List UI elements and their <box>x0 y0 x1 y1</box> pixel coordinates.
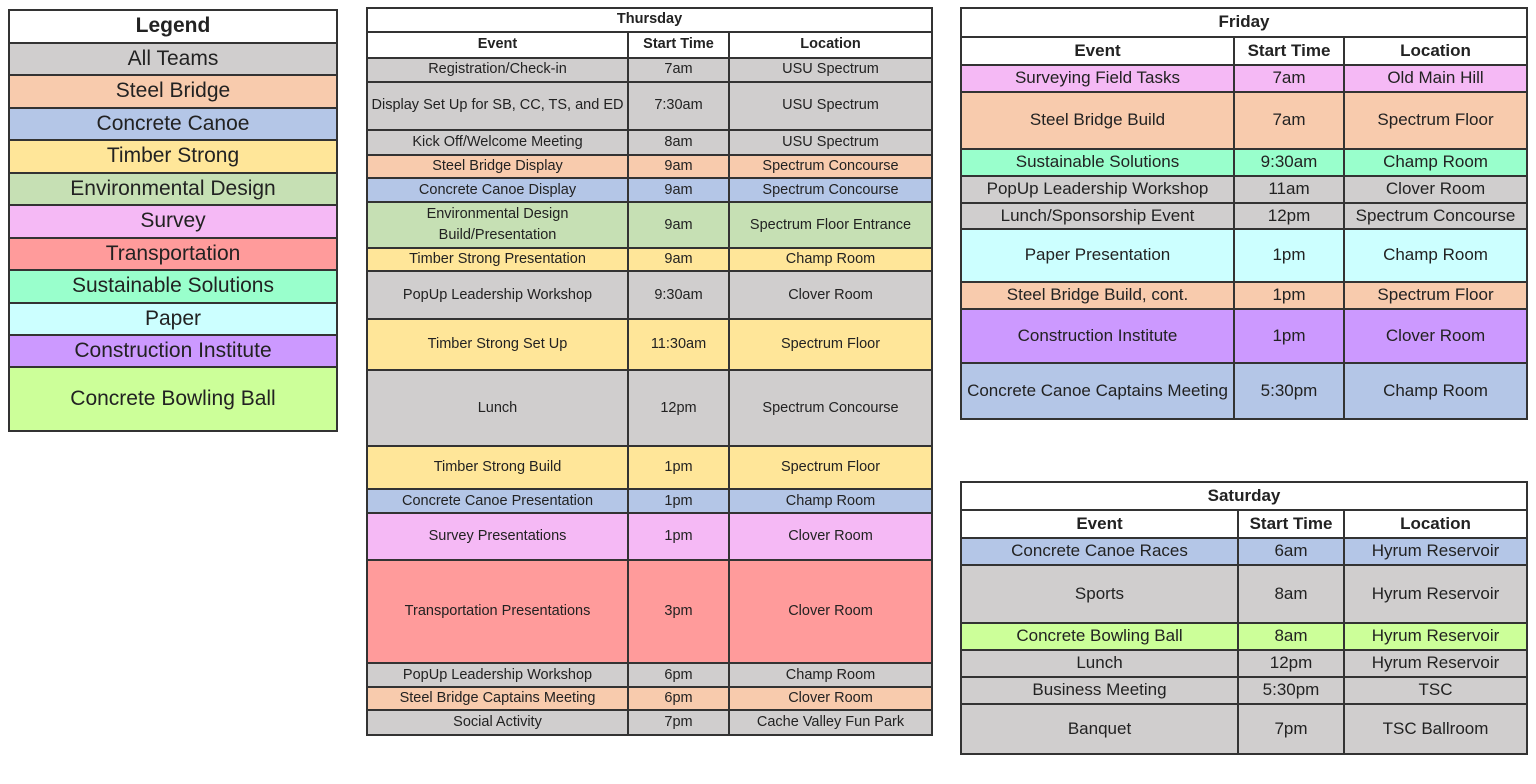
location-cell: Spectrum Concourse <box>1344 203 1527 230</box>
legend-item: Construction Institute <box>9 335 337 367</box>
thursday-schedule-table <box>366 7 933 736</box>
day-title: Friday <box>961 8 1527 37</box>
location-cell: USU Spectrum <box>729 130 932 155</box>
legend-item: Timber Strong <box>9 140 337 172</box>
schedule-row <box>367 513 932 560</box>
event-cell: Transportation Presentations <box>367 560 628 663</box>
start-time-cell: 1pm <box>628 513 729 560</box>
day-title: Saturday <box>961 482 1527 510</box>
start-time-cell: 1pm <box>628 489 729 513</box>
start-time-cell: 9:30am <box>1234 149 1344 176</box>
event-cell: PopUp Leadership Workshop <box>961 176 1234 203</box>
schedule-row <box>367 248 932 271</box>
event-cell: Environmental Design Build/Presentation <box>367 202 628 248</box>
legend-item: Transportation <box>9 238 337 270</box>
schedule-row <box>367 560 932 663</box>
event-cell: Lunch <box>961 650 1238 677</box>
location-cell: Hyrum Reservoir <box>1344 538 1527 565</box>
column-header-location: Location <box>729 32 932 58</box>
start-time-cell: 7am <box>1234 65 1344 92</box>
start-time-cell: 7am <box>628 58 729 82</box>
event-cell: Registration/Check-in <box>367 58 628 82</box>
legend-item: Steel Bridge <box>9 75 337 107</box>
event-cell: Concrete Canoe Display <box>367 178 628 202</box>
schedule-row <box>961 623 1527 650</box>
schedule-row <box>961 65 1527 92</box>
start-time-cell: 12pm <box>628 370 729 446</box>
start-time-cell: 3pm <box>628 560 729 663</box>
start-time-cell: 7am <box>1234 92 1344 149</box>
start-time-cell: 11:30am <box>628 319 729 370</box>
schedule-row <box>367 178 932 202</box>
event-cell: Steel Bridge Captains Meeting <box>367 687 628 710</box>
event-cell: Lunch <box>367 370 628 446</box>
location-cell: Spectrum Concourse <box>729 155 932 178</box>
column-header-location: Location <box>1344 510 1527 538</box>
location-cell: Cache Valley Fun Park <box>729 710 932 735</box>
legend-item: Sustainable Solutions <box>9 270 337 302</box>
location-cell: Spectrum Floor Entrance <box>729 202 932 248</box>
location-cell: TSC Ballroom <box>1344 704 1527 754</box>
column-header-event: Event <box>367 32 628 58</box>
event-cell: Steel Bridge Build <box>961 92 1234 149</box>
location-cell: Champ Room <box>1344 229 1527 282</box>
schedule-row <box>961 704 1527 754</box>
schedule-row <box>961 149 1527 176</box>
location-cell: Hyrum Reservoir <box>1344 650 1527 677</box>
legend-table <box>8 9 338 432</box>
schedule-row <box>367 489 932 513</box>
location-cell: Hyrum Reservoir <box>1344 565 1527 623</box>
location-cell: Spectrum Concourse <box>729 178 932 202</box>
start-time-cell: 12pm <box>1234 203 1344 230</box>
schedule-row <box>367 663 932 687</box>
event-cell: Sports <box>961 565 1238 623</box>
schedule-row <box>367 130 932 155</box>
start-time-cell: 1pm <box>1234 282 1344 309</box>
event-cell: Timber Strong Presentation <box>367 248 628 271</box>
event-cell: PopUp Leadership Workshop <box>367 271 628 319</box>
location-cell: USU Spectrum <box>729 82 932 130</box>
location-cell: Old Main Hill <box>1344 65 1527 92</box>
column-header-event: Event <box>961 510 1238 538</box>
event-cell: Concrete Canoe Races <box>961 538 1238 565</box>
start-time-cell: 6pm <box>628 663 729 687</box>
event-cell: Social Activity <box>367 710 628 735</box>
schedule-row <box>367 202 932 248</box>
schedule-row <box>961 282 1527 309</box>
start-time-cell: 6am <box>1238 538 1344 565</box>
event-cell: Survey Presentations <box>367 513 628 560</box>
location-cell: Champ Room <box>1344 149 1527 176</box>
start-time-cell: 1pm <box>1234 229 1344 282</box>
column-header-location: Location <box>1344 37 1527 65</box>
location-cell: Champ Room <box>729 663 932 687</box>
start-time-cell: 9:30am <box>628 271 729 319</box>
event-cell: Business Meeting <box>961 677 1238 704</box>
location-cell: Clover Room <box>729 271 932 319</box>
event-cell: Concrete Bowling Ball <box>961 623 1238 650</box>
schedule-row <box>961 538 1527 565</box>
friday-schedule-table <box>960 7 1528 420</box>
schedule-row <box>961 176 1527 203</box>
start-time-cell: 8am <box>628 130 729 155</box>
column-header-start-time: Start Time <box>1234 37 1344 65</box>
schedule-row <box>367 319 932 370</box>
legend-title: Legend <box>9 10 337 43</box>
column-header-event: Event <box>961 37 1234 65</box>
location-cell: Spectrum Floor <box>729 446 932 489</box>
event-cell: Concrete Canoe Presentation <box>367 489 628 513</box>
schedule-row <box>961 650 1527 677</box>
location-cell: Clover Room <box>1344 176 1527 203</box>
schedule-row <box>961 677 1527 704</box>
location-cell: Clover Room <box>729 513 932 560</box>
start-time-cell: 12pm <box>1238 650 1344 677</box>
start-time-cell: 6pm <box>628 687 729 710</box>
event-cell: Lunch/Sponsorship Event <box>961 203 1234 230</box>
event-cell: Sustainable Solutions <box>961 149 1234 176</box>
location-cell: Spectrum Floor <box>729 319 932 370</box>
event-cell: Steel Bridge Display <box>367 155 628 178</box>
start-time-cell: 7pm <box>628 710 729 735</box>
event-cell: Timber Strong Set Up <box>367 319 628 370</box>
column-header-start-time: Start Time <box>1238 510 1344 538</box>
location-cell: Hyrum Reservoir <box>1344 623 1527 650</box>
location-cell: Champ Room <box>729 248 932 271</box>
location-cell: TSC <box>1344 677 1527 704</box>
legend-item: Paper <box>9 303 337 335</box>
location-cell: Clover Room <box>729 687 932 710</box>
schedule-row <box>961 565 1527 623</box>
schedule-row <box>367 446 932 489</box>
schedule-row <box>367 271 932 319</box>
start-time-cell: 1pm <box>1234 309 1344 363</box>
legend-item: All Teams <box>9 43 337 75</box>
start-time-cell: 7:30am <box>628 82 729 130</box>
column-header-start-time: Start Time <box>628 32 729 58</box>
start-time-cell: 1pm <box>628 446 729 489</box>
start-time-cell: 8am <box>1238 623 1344 650</box>
legend-item: Environmental Design <box>9 173 337 205</box>
day-title: Thursday <box>367 8 932 32</box>
schedule-row <box>961 309 1527 363</box>
location-cell: Champ Room <box>1344 363 1527 419</box>
event-cell: Surveying Field Tasks <box>961 65 1234 92</box>
event-cell: Banquet <box>961 704 1238 754</box>
event-cell: Steel Bridge Build, cont. <box>961 282 1234 309</box>
location-cell: Spectrum Concourse <box>729 370 932 446</box>
schedule-row <box>367 155 932 178</box>
schedule-row <box>367 58 932 82</box>
location-cell: Spectrum Floor <box>1344 282 1527 309</box>
schedule-row <box>367 687 932 710</box>
legend-item: Concrete Bowling Ball <box>9 367 337 431</box>
schedule-row <box>961 229 1527 282</box>
start-time-cell: 9am <box>628 178 729 202</box>
schedule-row <box>367 370 932 446</box>
start-time-cell: 5:30pm <box>1234 363 1344 419</box>
location-cell: Spectrum Floor <box>1344 92 1527 149</box>
location-cell: Champ Room <box>729 489 932 513</box>
start-time-cell: 5:30pm <box>1238 677 1344 704</box>
location-cell: USU Spectrum <box>729 58 932 82</box>
event-cell: Timber Strong Build <box>367 446 628 489</box>
event-cell: PopUp Leadership Workshop <box>367 663 628 687</box>
event-cell: Kick Off/Welcome Meeting <box>367 130 628 155</box>
start-time-cell: 11am <box>1234 176 1344 203</box>
schedule-row <box>367 82 932 130</box>
start-time-cell: 7pm <box>1238 704 1344 754</box>
start-time-cell: 9am <box>628 202 729 248</box>
start-time-cell: 9am <box>628 155 729 178</box>
event-cell: Paper Presentation <box>961 229 1234 282</box>
saturday-schedule-table <box>960 481 1528 755</box>
event-cell: Display Set Up for SB, CC, TS, and ED <box>367 82 628 130</box>
event-cell: Construction Institute <box>961 309 1234 363</box>
event-cell: Concrete Canoe Captains Meeting <box>961 363 1234 419</box>
schedule-row <box>367 710 932 735</box>
schedule-row <box>961 203 1527 230</box>
start-time-cell: 8am <box>1238 565 1344 623</box>
schedule-row <box>961 363 1527 419</box>
legend-item: Survey <box>9 205 337 237</box>
start-time-cell: 9am <box>628 248 729 271</box>
location-cell: Clover Room <box>1344 309 1527 363</box>
schedule-row <box>961 92 1527 149</box>
legend-item: Concrete Canoe <box>9 108 337 140</box>
location-cell: Clover Room <box>729 560 932 663</box>
